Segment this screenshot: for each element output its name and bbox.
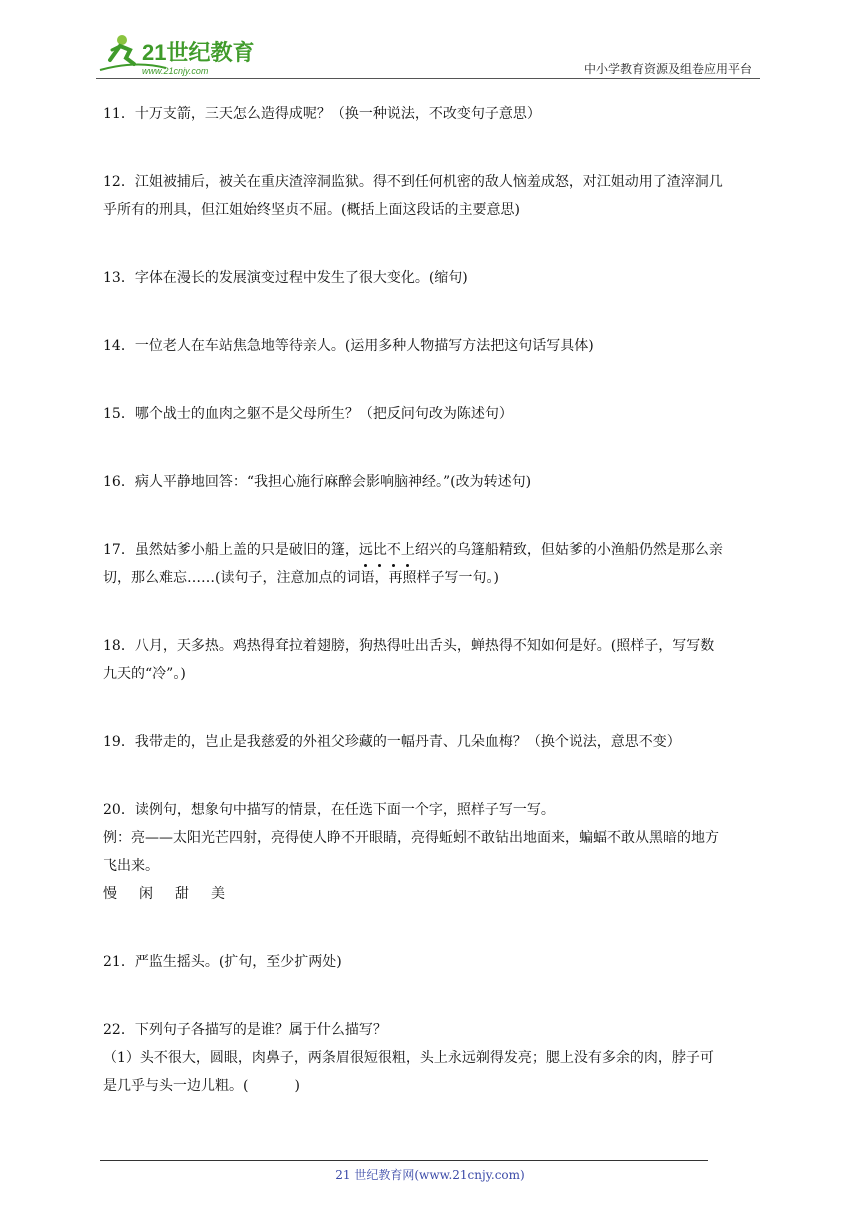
page-header [96,30,760,80]
logo-21cnjy [96,30,266,78]
option-char: 慢 [103,886,117,902]
question-18-line1: 18．八月，天多热。鸡热得耷拉着翅膀，狗热得吐出舌头，蝉热得不知如何是好。(照样子，写写数 [103,638,715,654]
dotted-char: 远 [359,536,373,564]
dotted-char: 比 [373,536,387,564]
question-list [103,100,763,1100]
question-13: 13．字体在漫长的发展演变过程中发生了很大变化。(缩句) [103,270,468,286]
question-22-sub1-text: 是几乎与头一边儿粗。( [103,1078,249,1094]
question-20-example-line1: 例：亮——太阳光芒四射，亮得使人睁不开眼睛，亮得蚯蚓不敢钻出地面来，蝙蝠不敢从黑暗的地方 [103,830,719,846]
option-char: 美 [211,886,225,902]
logo-sub-text: www.21cnjy.com [142,66,209,76]
question-12-line1: 12．江姐被捕后，被关在重庆渣滓洞监狱。得不到任何机密的敌人恼羞成怒，对江姐动用了渣滓洞几 [103,174,723,190]
question-22-sub1-line2 [103,1072,763,1100]
question-11: 11．十万支箭，三天怎么造得成呢？（换一种说法，不改变句子意思） [103,106,541,122]
question-17-line2: 切，那么难忘……(读句子，注意加点的词语，再照样子写一句。) [103,570,499,586]
question-20-example-line2: 飞出来。 [103,858,159,874]
question-17-text-after: 绍兴的乌篷船精致，但姑爹的小渔船仍然是那么亲 [414,542,723,558]
logo-main-text: 21世纪教育 [142,40,255,65]
question-17-text-before: 17．虽然姑爹小船上盖的只是破旧的篷， [103,542,359,558]
question-22-sub1-close: ) [294,1078,300,1094]
footer-divider [100,1160,708,1161]
dotted-char: 不 [387,536,401,564]
option-char: 闲 [139,886,153,902]
option-char: 甜 [175,886,189,902]
question-22-sub1-line1: （1）头不很大，圆眼，肉鼻子，两条眉很短很粗，头上永远剃得发亮；腮上没有多余的肉，脖子可 [103,1050,714,1066]
question-15: 15．哪个战士的血肉之躯不是父母所生？（把反问句改为陈述句） [103,406,513,422]
question-18-line2: 九天的“冷”。) [103,666,186,682]
question-12-line2: 乎所有的刑具，但江姐始终坚贞不屈。(概括上面这段话的主要意思) [103,202,520,218]
footer-site: 21 世纪教育网(www.21cnjy.com) [335,1168,525,1182]
dotted-char: 上 [401,536,415,564]
question-17-line1 [103,536,763,564]
platform-name: 中小学教育资源及组卷应用平台 [583,62,752,76]
question-20-options [103,880,763,908]
question-20: 20．读例句，想象句中描写的情景，在任选下面一个字，照样子写一写。 [103,802,555,818]
question-21: 21．严监生摇头。(扩句，至少扩两处) [103,954,342,970]
question-16: 16．病人平静地回答：“我担心施行麻醉会影响脑神经。”(改为转述句) [103,474,532,490]
question-19: 19．我带走的，岂止是我慈爱的外祖父珍藏的一幅丹青、几朵血梅？（换个说法，意思不变） [103,734,681,750]
question-14: 14．一位老人在车站焦急地等待亲人。(运用多种人物描写方法把这句话写具体) [103,338,594,354]
question-22: 22．下列句子各描写的是谁？属于什么描写？ [103,1022,387,1038]
header-divider [96,78,760,79]
